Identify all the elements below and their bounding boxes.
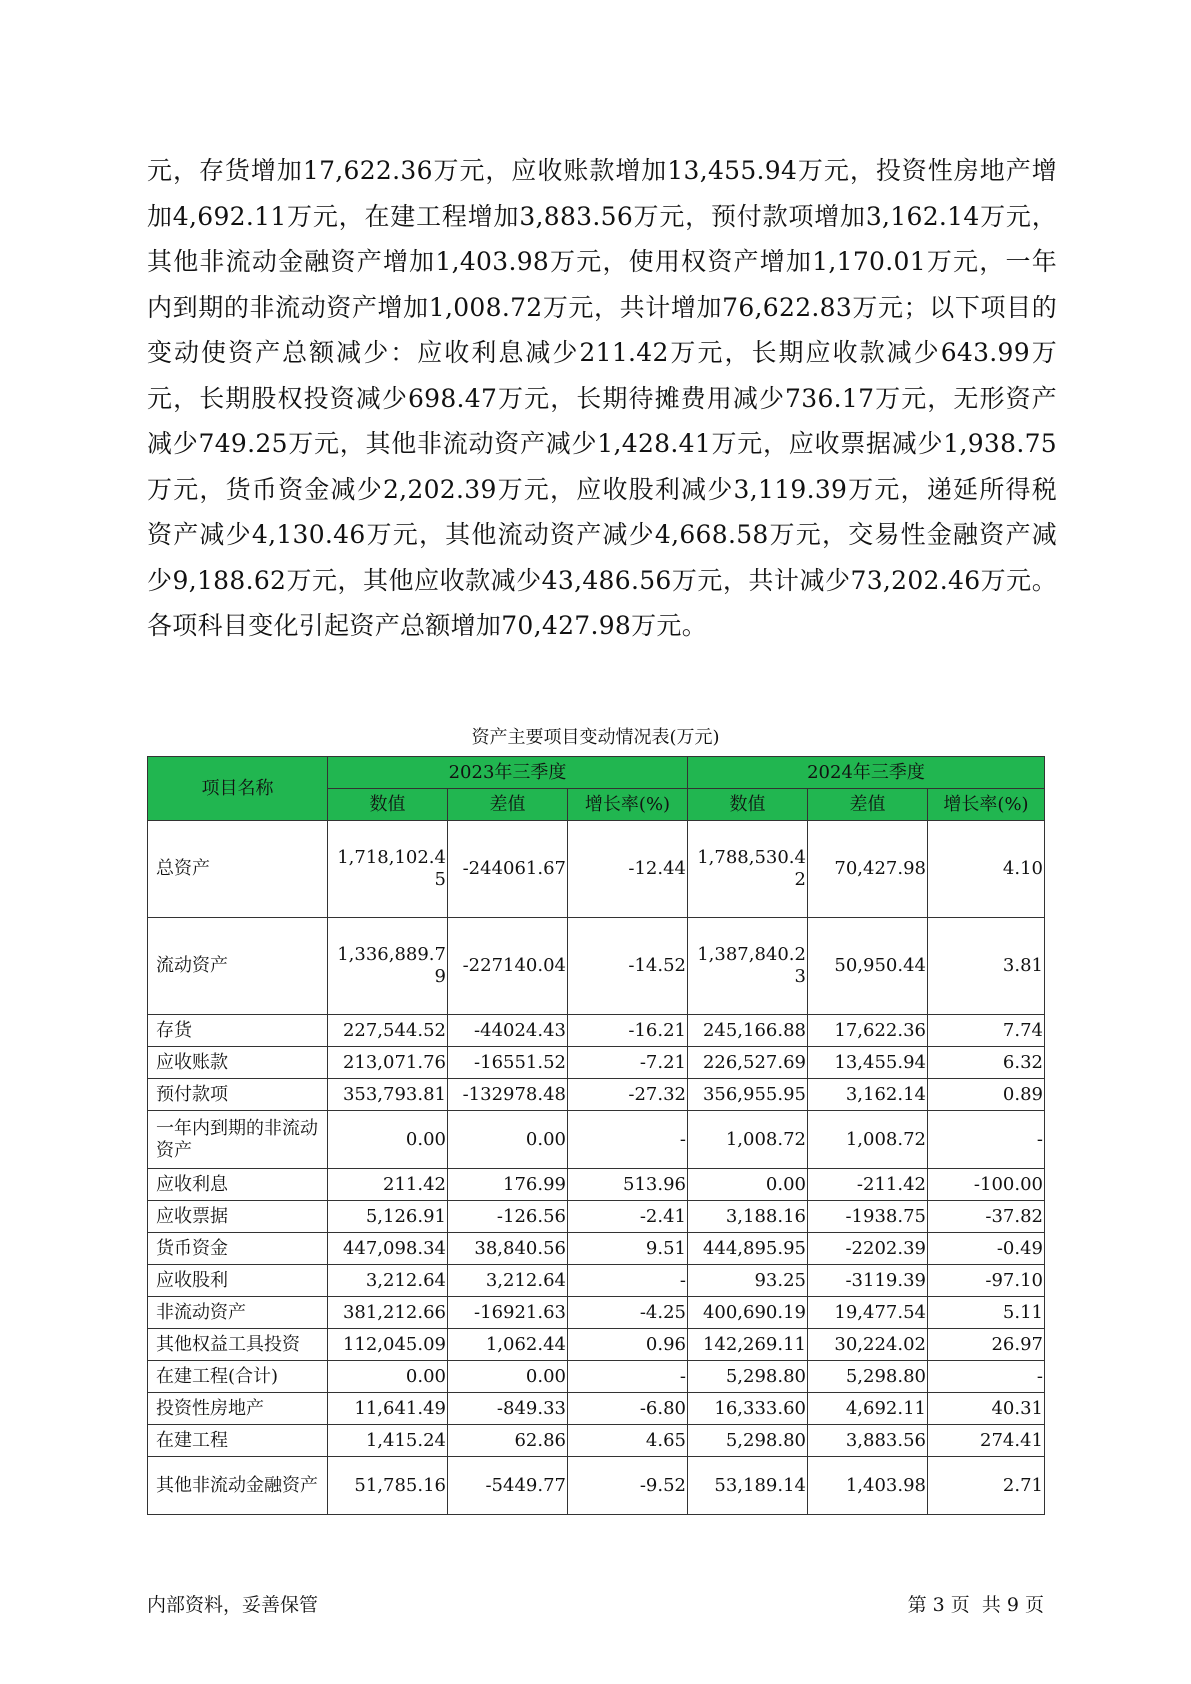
- cell-2023-growth: -9.52: [568, 1457, 688, 1515]
- cell-2023-growth: 0.96: [568, 1329, 688, 1361]
- table-row: [148, 1297, 1045, 1329]
- cell-2024-growth: 274.41: [928, 1425, 1045, 1457]
- cell-2024-diff: 3,162.14: [808, 1079, 928, 1111]
- cell-2024-diff: 5,298.80: [808, 1361, 928, 1393]
- cell-2024-value: 226,527.69: [688, 1047, 808, 1079]
- cell-2024-value: 1,788,530.42: [688, 821, 808, 918]
- cell-2024-growth: -100.00: [928, 1169, 1045, 1201]
- row-name: 流动资产: [148, 918, 328, 1015]
- footer-page-number: 第 3 页 共 9 页: [907, 1594, 1044, 1616]
- cell-2023-value: 0.00: [328, 1361, 448, 1393]
- table-row: [148, 1201, 1045, 1233]
- row-name: 总资产: [148, 821, 328, 918]
- cell-2024-growth: 26.97: [928, 1329, 1045, 1361]
- table-row: [148, 1393, 1045, 1425]
- cell-2024-value: 5,298.80: [688, 1425, 808, 1457]
- cell-2023-value: 353,793.81: [328, 1079, 448, 1111]
- header-value-2023: 数值: [328, 789, 448, 821]
- cell-2024-growth: -37.82: [928, 1201, 1045, 1233]
- cell-2024-value: 245,166.88: [688, 1015, 808, 1047]
- cell-2023-growth: 9.51: [568, 1233, 688, 1265]
- cell-2023-growth: 4.65: [568, 1425, 688, 1457]
- row-name: 应收票据: [148, 1201, 328, 1233]
- row-name: 投资性房地产: [148, 1393, 328, 1425]
- cell-2023-diff: -849.33: [448, 1393, 568, 1425]
- cell-2023-growth: 513.96: [568, 1169, 688, 1201]
- header-value-2024: 数值: [688, 789, 808, 821]
- cell-2023-value: 381,212.66: [328, 1297, 448, 1329]
- table-row: [148, 1111, 1045, 1169]
- cell-2024-diff: 1,008.72: [808, 1111, 928, 1169]
- table-row: [148, 1169, 1045, 1201]
- table-title: 资产主要项目变动情况表(万元): [471, 727, 720, 748]
- cell-2024-value: 93.25: [688, 1265, 808, 1297]
- cell-2023-value: 3,212.64: [328, 1265, 448, 1297]
- cell-2023-growth: -7.21: [568, 1047, 688, 1079]
- table-row: [148, 1425, 1045, 1457]
- table-row: [148, 1233, 1045, 1265]
- cell-2023-value: 1,336,889.79: [328, 918, 448, 1015]
- cell-2024-value: 444,895.95: [688, 1233, 808, 1265]
- cell-2023-growth: -2.41: [568, 1201, 688, 1233]
- header-growth-2023: 增长率(%): [568, 789, 688, 821]
- cell-2024-growth: 7.74: [928, 1015, 1045, 1047]
- cell-2023-value: 213,071.76: [328, 1047, 448, 1079]
- cell-2023-growth: -14.52: [568, 918, 688, 1015]
- cell-2023-diff: -126.56: [448, 1201, 568, 1233]
- row-name: 其他非流动金融资产: [148, 1457, 328, 1515]
- header-diff-2024: 差值: [808, 789, 928, 821]
- row-name: 非流动资产: [148, 1297, 328, 1329]
- cell-2024-diff: -3119.39: [808, 1265, 928, 1297]
- cell-2023-diff: -227140.04: [448, 918, 568, 1015]
- table-body: [148, 821, 1045, 1515]
- asset-change-table: [147, 756, 1045, 1515]
- cell-2024-diff: 4,692.11: [808, 1393, 928, 1425]
- header-period-2024: 2024年三季度: [688, 757, 1045, 789]
- cell-2023-diff: -16551.52: [448, 1047, 568, 1079]
- cell-2024-diff: 30,224.02: [808, 1329, 928, 1361]
- cell-2024-growth: -0.49: [928, 1233, 1045, 1265]
- cell-2024-growth: 6.32: [928, 1047, 1045, 1079]
- cell-2023-diff: -44024.43: [448, 1015, 568, 1047]
- cell-2024-value: 53,189.14: [688, 1457, 808, 1515]
- row-name: 货币资金: [148, 1233, 328, 1265]
- cell-2023-value: 112,045.09: [328, 1329, 448, 1361]
- cell-2023-value: 1,415.24: [328, 1425, 448, 1457]
- cell-2023-diff: 0.00: [448, 1111, 568, 1169]
- row-name: 存货: [148, 1015, 328, 1047]
- cell-2024-diff: 50,950.44: [808, 918, 928, 1015]
- row-name: 应收股利: [148, 1265, 328, 1297]
- cell-2024-value: 400,690.19: [688, 1297, 808, 1329]
- table-row: [148, 1015, 1045, 1047]
- cell-2024-growth: -97.10: [928, 1265, 1045, 1297]
- header-diff-2023: 差值: [448, 789, 568, 821]
- cell-2024-growth: 3.81: [928, 918, 1045, 1015]
- table-row: [148, 1457, 1045, 1515]
- cell-2024-value: 0.00: [688, 1169, 808, 1201]
- table-row: [148, 1361, 1045, 1393]
- cell-2023-value: 211.42: [328, 1169, 448, 1201]
- cell-2023-diff: 1,062.44: [448, 1329, 568, 1361]
- cell-2024-value: 1,008.72: [688, 1111, 808, 1169]
- cell-2024-value: 1,387,840.23: [688, 918, 808, 1015]
- cell-2023-diff: -5449.77: [448, 1457, 568, 1515]
- cell-2024-growth: 4.10: [928, 821, 1045, 918]
- cell-2023-diff: 0.00: [448, 1361, 568, 1393]
- cell-2024-diff: -1938.75: [808, 1201, 928, 1233]
- row-name: 在建工程(合计): [148, 1361, 328, 1393]
- cell-2023-value: 227,544.52: [328, 1015, 448, 1047]
- cell-2023-diff: 38,840.56: [448, 1233, 568, 1265]
- cell-2024-value: 356,955.95: [688, 1079, 808, 1111]
- cell-2023-growth: -27.32: [568, 1079, 688, 1111]
- cell-2023-growth: -: [568, 1265, 688, 1297]
- body-paragraph: 元，存货增加17,622.36万元，应收账款增加13,455.94万元，投资性房地产增加4,692.11万元，在建工程增加3,883.56万元，预付款项增加3,162.14万元，其他非流动金融资产增加1,403.98万元，使用权资产增加1,170.01万元，一年内到期的非流动资产增加1,008.72万元，共计增加76,622.83万元；以下项目的变动使资产总额减少：应收利息减少211.42万元，长期应收款减少643.99万元，长期股权投资减少698.47万元，长期待摊费用减少736.17万元，无形资产减少749.25万元，其他非流动资产减少1,428.41万元，应收票据减少1,938.75万元，货币资金减少2,202.39万元，应收股利减少3,119.39万元，递延所得税资产减少4,130.46万元，其他流动资产减少4,668.58万元，交易性金融资产减少9,188.62万元，其他应收款减少43,486.56万元，共计减少73,202.46万元。各项科目变化引起资产总额增加70,427.98万元。: [147, 156, 1057, 640]
- cell-2024-value: 142,269.11: [688, 1329, 808, 1361]
- cell-2023-diff: -16921.63: [448, 1297, 568, 1329]
- cell-2023-growth: -6.80: [568, 1393, 688, 1425]
- row-name: 应收账款: [148, 1047, 328, 1079]
- header-growth-2024: 增长率(%): [928, 789, 1045, 821]
- cell-2024-growth: 5.11: [928, 1297, 1045, 1329]
- table-row: [148, 1265, 1045, 1297]
- cell-2023-growth: -: [568, 1111, 688, 1169]
- cell-2023-growth: -: [568, 1361, 688, 1393]
- cell-2024-growth: -: [928, 1361, 1045, 1393]
- cell-2023-diff: -132978.48: [448, 1079, 568, 1111]
- row-name: 预付款项: [148, 1079, 328, 1111]
- cell-2024-diff: 13,455.94: [808, 1047, 928, 1079]
- cell-2024-diff: 1,403.98: [808, 1457, 928, 1515]
- cell-2023-growth: -16.21: [568, 1015, 688, 1047]
- table-row: [148, 1047, 1045, 1079]
- table-row: [148, 821, 1045, 918]
- cell-2023-value: 447,098.34: [328, 1233, 448, 1265]
- cell-2023-diff: -244061.67: [448, 821, 568, 918]
- cell-2023-growth: -4.25: [568, 1297, 688, 1329]
- cell-2023-value: 1,718,102.45: [328, 821, 448, 918]
- footer-confidential-note: 内部资料，妥善保管: [147, 1594, 319, 1616]
- cell-2024-diff: 70,427.98: [808, 821, 928, 918]
- cell-2024-diff: 3,883.56: [808, 1425, 928, 1457]
- table-row: [148, 918, 1045, 1015]
- table-row: [148, 1079, 1045, 1111]
- cell-2023-value: 5,126.91: [328, 1201, 448, 1233]
- row-name: 应收利息: [148, 1169, 328, 1201]
- cell-2024-value: 5,298.80: [688, 1361, 808, 1393]
- cell-2023-diff: 176.99: [448, 1169, 568, 1201]
- cell-2023-value: 51,785.16: [328, 1457, 448, 1515]
- header-item-name: 项目名称: [148, 757, 328, 821]
- cell-2023-value: 11,641.49: [328, 1393, 448, 1425]
- cell-2023-growth: -12.44: [568, 821, 688, 918]
- row-name: 其他权益工具投资: [148, 1329, 328, 1361]
- cell-2024-growth: 0.89: [928, 1079, 1045, 1111]
- row-name: 一年内到期的非流动资产: [148, 1111, 328, 1169]
- row-name: 在建工程: [148, 1425, 328, 1457]
- cell-2023-diff: 62.86: [448, 1425, 568, 1457]
- cell-2024-diff: -2202.39: [808, 1233, 928, 1265]
- table-row: [148, 1329, 1045, 1361]
- cell-2024-value: 16,333.60: [688, 1393, 808, 1425]
- header-period-2023: 2023年三季度: [328, 757, 688, 789]
- cell-2023-diff: 3,212.64: [448, 1265, 568, 1297]
- cell-2024-diff: -211.42: [808, 1169, 928, 1201]
- cell-2024-growth: 2.71: [928, 1457, 1045, 1515]
- cell-2024-growth: 40.31: [928, 1393, 1045, 1425]
- cell-2024-growth: -: [928, 1111, 1045, 1169]
- cell-2024-diff: 17,622.36: [808, 1015, 928, 1047]
- cell-2024-value: 3,188.16: [688, 1201, 808, 1233]
- cell-2024-diff: 19,477.54: [808, 1297, 928, 1329]
- table-header: [148, 757, 1045, 821]
- cell-2023-value: 0.00: [328, 1111, 448, 1169]
